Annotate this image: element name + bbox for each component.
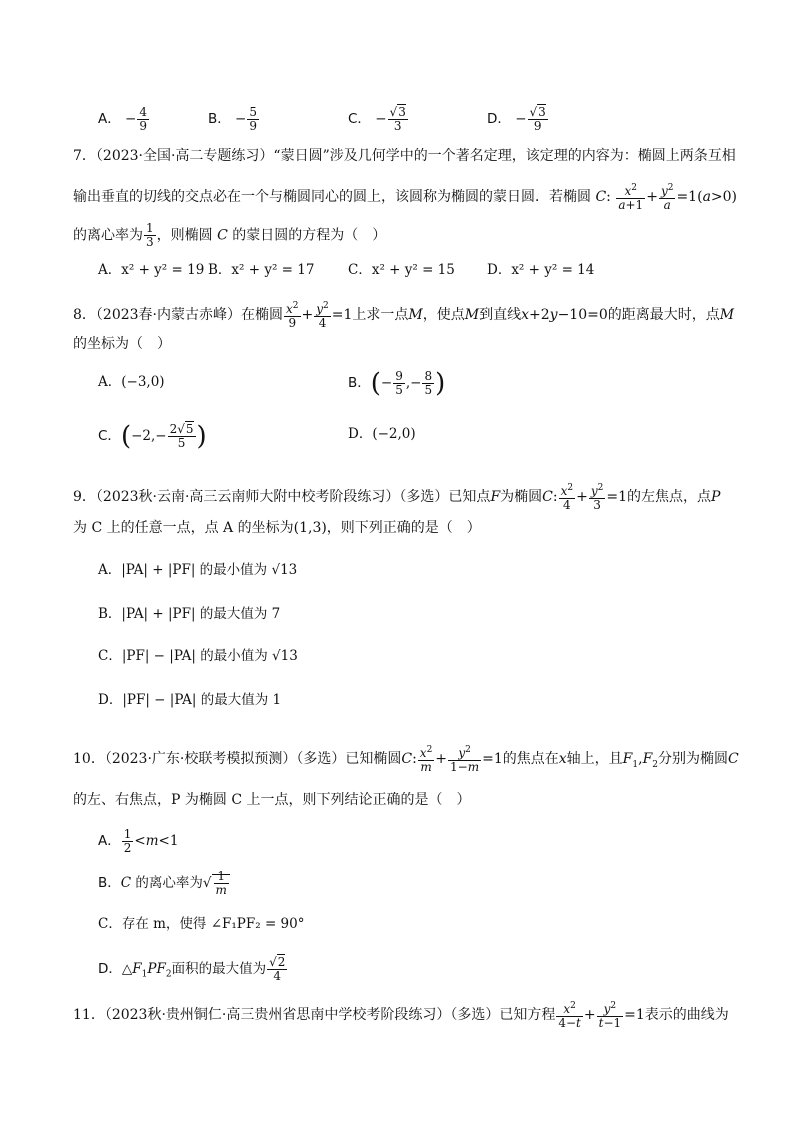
q7-option-c: C．x² + y² = 15 bbox=[348, 262, 455, 278]
q9-option-a: A．|PA| + |PF| 的最小值为 √13 bbox=[98, 562, 298, 578]
q9-option-b: B．|PA| + |PF| 的最大值为 7 bbox=[98, 606, 281, 622]
q11-stem-line1: 11．（2023秋·贵州铜仁·高三贵州省思南中学校考阶段练习）（多选）已知方程 $\frac{x^2}{4-t}$ + $\frac{y^2}{t-1}$ =1表示的曲线为 bbox=[73, 1001, 729, 1030]
q7-option-a: A．x² + y² = 19 bbox=[98, 262, 205, 278]
q8-stem-line1: 8．（2023春·内蒙古赤峰）在椭圆 $\frac{x^2}{9}$ + $\frac{y^2}{4}$ =1上求一点M，使点M到直线x+2y−10=0的距离最大时，点M bbox=[73, 301, 735, 330]
q9-option-c: C．|PF| − |PA| 的最小值为 √13 bbox=[98, 648, 298, 664]
q8-option-a: A．(−3,0) bbox=[98, 374, 165, 390]
q6-option-a: A． − $\frac{4}{9}$ bbox=[98, 105, 147, 133]
q7-stem-line1: 7．（2023·全国·高二专题练习）“蒙日圆”涉及几何学中的一个著名定理，该定理的内容为：椭圆上两条互相 bbox=[73, 148, 736, 164]
q10-option-a: A． $\frac{1}{2}$ <m<1 bbox=[98, 827, 179, 855]
q10-option-d: D．$\triangle F_1PF_2$面积的最大值为 $\frac{√2}{4}$ bbox=[98, 955, 286, 983]
q7-option-b: B．x² + y² = 17 bbox=[208, 262, 315, 278]
q10-option-b: B．C 的离心率为√ $\frac{1}{m}$ bbox=[98, 870, 230, 897]
q9-option-d: D．|PF| − |PA| 的最大值为 1 bbox=[98, 692, 282, 708]
q7-option-d: D．x² + y² = 14 bbox=[487, 262, 595, 278]
q9-stem-line1: 9．（2023秋·云南·高三云南师大附中校考阶段练习）（多选）已知点F为椭圆C: $\frac{x^2}{4}$ + $\frac{y^2}{3}$ =1的左焦点，点P bbox=[73, 483, 721, 512]
q8-option-d: D．(−2,0) bbox=[348, 426, 416, 442]
q10-stem-line2: 的左、右焦点，P 为椭圆 C 上一点，则下列结论正确的是（ ） bbox=[73, 792, 471, 808]
q7-stem-line3: 的离心率为 $\frac{1}{3}$ ，则椭圆 C 的蒙日圆的方程为（ ） bbox=[73, 221, 387, 249]
q10-option-c: C．存在 m，使得 ∠F₁PF₂ = 90° bbox=[98, 916, 305, 932]
q8-option-b: B．(− $\frac{9}{5}$ ,− $\frac{8}{5}$ ) bbox=[348, 368, 446, 399]
q6-option-d: D． − $\frac{√3}{9}$ bbox=[487, 105, 546, 133]
q8-stem-line2: 的坐标为（ ） bbox=[73, 336, 171, 352]
q6-option-c: C． − $\frac{√3}{3}$ bbox=[348, 105, 406, 133]
q6-option-b: B． − $\frac{5}{9}$ bbox=[208, 105, 258, 133]
q10-stem-line1: 10．（2023·广东·校联考模拟预测）（多选）已知椭圆C: $\frac{x^2}{m}$ + $\frac{y^2}{1-m}$ =1的焦点在x轴上，且$F_1,F_2$分别为椭圆C bbox=[73, 745, 739, 774]
q9-stem-line2: 为 C 上的任意一点，点 A 的坐标为(1,3)，则下列正确的是（ ） bbox=[73, 520, 481, 536]
q7-stem-line2: 输出垂直的切线的交点必在一个与椭圆同心的圆上，该圆称为椭圆的蒙日圆．若椭圆 C: $\frac{x^2}{a+1}$ + $\frac{y^2}{a}$ =1(a>0) bbox=[73, 183, 738, 212]
q8-option-c: C．(−2,− $\frac{2√5}{5}$ ) bbox=[98, 421, 207, 452]
